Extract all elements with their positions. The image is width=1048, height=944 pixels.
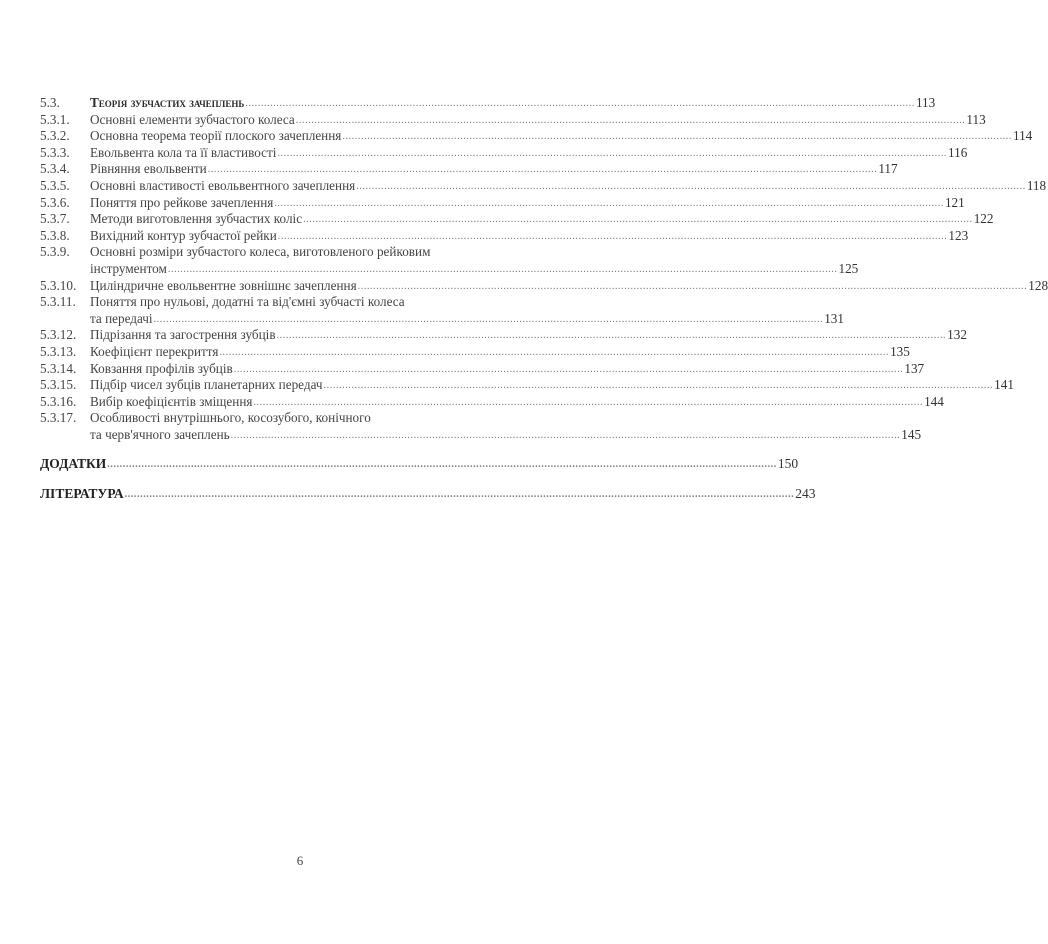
toc-entry [40, 211, 994, 228]
toc-entry [40, 327, 967, 344]
toc-entry [40, 410, 536, 427]
toc-entry-page: 114 [1012, 128, 1033, 144]
toc-entry-page: 118 [1026, 177, 1047, 193]
toc-entry [40, 161, 898, 178]
toc-entry-page: 145 [901, 426, 922, 442]
toc-literature-page: 243 [795, 486, 816, 502]
toc-entry-title-continuation: інструментом [90, 260, 167, 276]
toc-entry-number: 5.3.1. [40, 111, 70, 127]
toc-section-heading [40, 95, 936, 112]
toc-entry-title: Основні елементи зубчастого колеса [90, 111, 295, 127]
toc-entry-number: 5.3.8. [40, 227, 70, 243]
toc-entry-page: 137 [904, 360, 925, 376]
table-of-contents [40, 95, 1048, 509]
toc-entry-page: 117 [878, 161, 898, 177]
toc-entry-title: Особливості внутрішнього, косозубого, конічного [90, 410, 371, 426]
toc-entry-number: 5.3.2. [40, 128, 70, 144]
toc-entry-page: 123 [948, 227, 969, 243]
toc-entry-number: 5.3.6. [40, 194, 70, 210]
toc-leader-dots [231, 426, 901, 445]
toc-appendices-page: 150 [777, 456, 799, 472]
toc-entry-page: 131 [824, 310, 844, 326]
toc-entry-number: 5.3.11. [40, 294, 76, 310]
toc-entry-continuation [40, 260, 859, 278]
toc-entry-title: Евольвента кола та її властивості [90, 144, 277, 160]
toc-entry-number: 5.3.14. [40, 360, 77, 376]
toc-leader-dots [125, 485, 795, 504]
toc-leader-dots [358, 277, 1028, 296]
toc-entry-page: 121 [944, 194, 965, 210]
toc-entry-title: Коефіцієнт перекриття [90, 343, 219, 359]
toc-entry [40, 393, 944, 411]
toc-entry [40, 377, 1014, 394]
toc-entry-title: Рівняння евольвенти [90, 161, 207, 177]
toc-leader-dots [278, 227, 948, 246]
toc-entry-number: 5.3.16. [40, 393, 77, 409]
toc-entry-title-continuation: та черв'ячного зачеплень [90, 426, 230, 442]
toc-entry-number: 5.3.9. [40, 244, 70, 260]
toc-entry-page: 132 [947, 327, 967, 343]
toc-entry [40, 277, 1048, 295]
toc-entry-number: 5.3.10. [40, 277, 77, 293]
toc-entry-page: 113 [966, 111, 986, 127]
toc-appendices-title: ДОДАТКИ [40, 456, 107, 472]
toc-entry [40, 343, 910, 361]
toc-entry-number: 5.3.13. [40, 343, 77, 359]
toc-entry-number: 5.3.15. [40, 377, 77, 393]
toc-entry-number: 5.3.4. [40, 161, 70, 177]
toc-entry-title: Основні властивості евольвентного зачеплення [90, 177, 356, 193]
toc-entry [40, 177, 1047, 195]
toc-entry-continuation [40, 310, 844, 328]
toc-appendices [40, 456, 799, 473]
toc-entry-title: Ковзання профілів зубців [90, 360, 233, 376]
toc-entry-page: 116 [948, 144, 968, 160]
toc-entry-number: 5.3.17. [40, 410, 77, 426]
toc-entry-page: 128 [1028, 277, 1048, 293]
toc-entry-page: 141 [994, 377, 1014, 393]
page-number: 6 [296, 853, 304, 868]
toc-section-page: 113 [915, 95, 936, 110]
toc-leader-dots [253, 393, 923, 412]
toc-entry-title: Основні розміри зубчастого колеса, виготовленого рейковим [90, 244, 431, 260]
toc-entry-page: 135 [890, 343, 910, 359]
toc-entry-number: 5.3.3. [40, 144, 70, 160]
toc-entry-title: Підрізання та загострення зубців [90, 327, 276, 343]
toc-entry [40, 111, 986, 129]
toc-entry-continuation [40, 426, 922, 444]
toc-entries-list [40, 111, 1048, 444]
toc-entry-title: Методи виготовлення зубчастих коліс [90, 211, 303, 227]
toc-entry [40, 194, 965, 212]
toc-entry [40, 144, 968, 162]
toc-entry-number: 5.3.7. [40, 211, 70, 227]
toc-entry-title: Поняття про нульові, додатні та від'ємні зубчасті колеса [90, 294, 405, 310]
toc-literature-title: ЛІТЕРАТУРА [40, 486, 124, 502]
toc-entry-title: Підбір чисел зубців планетарних передач [90, 377, 323, 393]
toc-entry-title: Поняття про рейкове зачеплення [90, 194, 274, 210]
toc-entry [40, 360, 925, 378]
toc-section-number: 5.3. [40, 95, 60, 110]
toc-entry-title: Циліндричне евольвентне зовнішнє зачеплення [90, 277, 357, 293]
toc-entry-title: Основна теорема теорії плоского зачеплення [90, 128, 342, 144]
toc-entry [40, 227, 969, 245]
toc-entry-number: 5.3.5. [40, 177, 70, 193]
toc-literature [40, 486, 816, 503]
toc-section-title: Теорія зубчастих зачеплень [90, 95, 245, 110]
toc-entry [40, 294, 536, 311]
toc-entry-title-continuation: та передачі [90, 310, 153, 326]
toc-entry [40, 128, 1033, 145]
toc-entry-title: Вибір коефіцієнтів зміщення [90, 393, 253, 409]
toc-entry-page: 144 [924, 393, 944, 409]
toc-entry-title: Вихідний контур зубчастої рейки [90, 227, 277, 243]
toc-entry-number: 5.3.12. [40, 327, 77, 343]
toc-entry-page: 125 [838, 260, 859, 276]
toc-entry [40, 244, 536, 261]
toc-leader-dots [107, 455, 777, 474]
toc-entry-page: 122 [973, 211, 994, 227]
